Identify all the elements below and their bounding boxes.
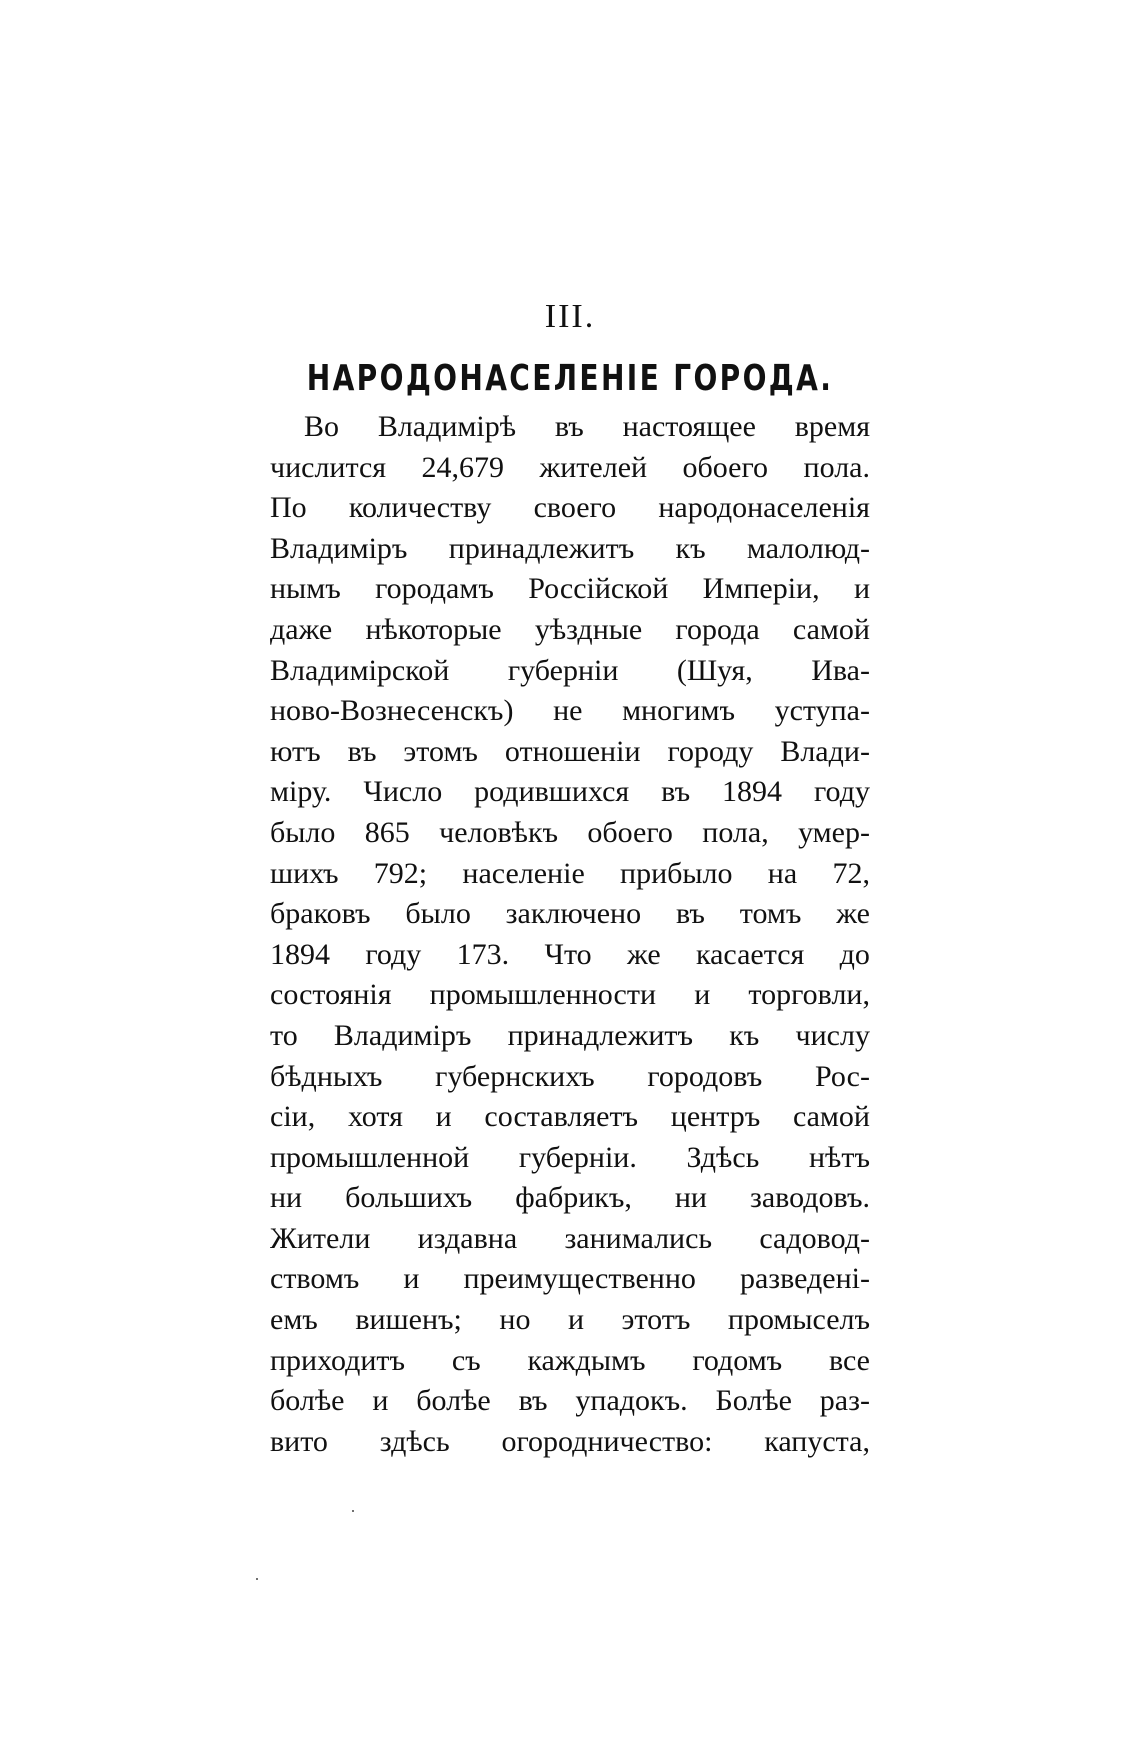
word: промыселъ bbox=[727, 1303, 870, 1337]
text-line bbox=[270, 1381, 870, 1422]
word: году bbox=[814, 775, 870, 809]
word: году bbox=[365, 937, 422, 971]
text-line bbox=[270, 1219, 870, 1260]
word: заводовъ. bbox=[750, 1181, 870, 1215]
word: торговли, bbox=[748, 978, 870, 1012]
print-speck bbox=[352, 1510, 354, 1512]
word: касается bbox=[695, 937, 805, 971]
word: ютъ bbox=[270, 734, 321, 768]
word: было bbox=[270, 815, 336, 849]
word: умер- bbox=[798, 815, 870, 849]
text-line bbox=[270, 1057, 870, 1098]
word: на bbox=[767, 856, 798, 890]
word: заключено bbox=[505, 897, 642, 931]
word: составляетъ bbox=[484, 1100, 639, 1134]
word: огородничество: bbox=[501, 1424, 713, 1458]
word: фабрикъ, bbox=[515, 1181, 632, 1215]
word: уступа- bbox=[774, 694, 870, 728]
word: городовъ bbox=[647, 1059, 763, 1093]
word: ни bbox=[674, 1181, 707, 1215]
word: Имперіи, bbox=[702, 572, 820, 606]
text-line bbox=[270, 529, 870, 570]
word: 1894 bbox=[722, 775, 783, 809]
word: большихъ bbox=[345, 1181, 473, 1215]
word: населеніе bbox=[462, 856, 585, 890]
word: даже bbox=[270, 612, 333, 646]
word: упадокъ. bbox=[575, 1384, 688, 1418]
word: и bbox=[694, 978, 711, 1012]
word: родившихся bbox=[474, 775, 630, 809]
word: ново-Вознесенскъ) bbox=[270, 694, 514, 728]
word: ни bbox=[270, 1181, 303, 1215]
word: городу bbox=[667, 734, 754, 768]
word: Болѣе bbox=[715, 1384, 792, 1418]
word: къ bbox=[675, 531, 706, 565]
word: садовод- bbox=[759, 1221, 870, 1255]
word: къ bbox=[729, 1018, 760, 1052]
word: По bbox=[270, 491, 307, 525]
word: принадлежитъ bbox=[448, 531, 635, 565]
word: нѣкоторые bbox=[365, 612, 502, 646]
word: малолюд- bbox=[746, 531, 870, 565]
word: города bbox=[675, 612, 760, 646]
word: числу bbox=[795, 1018, 870, 1052]
body-text bbox=[270, 407, 870, 1462]
word: съ bbox=[451, 1343, 481, 1377]
text-line bbox=[270, 1341, 870, 1382]
word: браковъ bbox=[270, 897, 371, 931]
chapter-title: НАРОДОНАСЕЛЕНІЕ ГОРОДА. bbox=[306, 358, 834, 399]
word: капуста, bbox=[764, 1424, 870, 1458]
text-line bbox=[270, 975, 870, 1016]
word: издавна bbox=[417, 1221, 518, 1255]
word: народонаселенія bbox=[658, 491, 870, 525]
word: разведені- bbox=[739, 1262, 870, 1296]
word: обоего bbox=[587, 815, 673, 849]
word: центръ bbox=[670, 1100, 761, 1134]
word: и bbox=[567, 1303, 585, 1337]
word: и bbox=[853, 572, 870, 606]
word: время bbox=[794, 410, 870, 443]
word: преимущественно bbox=[463, 1262, 696, 1296]
word: же bbox=[627, 937, 661, 971]
word: Владимірѣ bbox=[377, 410, 517, 443]
word: все bbox=[828, 1343, 870, 1377]
word: хотя bbox=[347, 1100, 403, 1134]
word: то bbox=[270, 1018, 298, 1052]
word: Владиміръ bbox=[333, 1018, 472, 1052]
text-line bbox=[270, 488, 870, 529]
word: пола, bbox=[702, 815, 769, 849]
word: Россійской bbox=[528, 572, 669, 606]
word: раз- bbox=[819, 1384, 870, 1418]
word: своего bbox=[533, 491, 617, 525]
word: сіи, bbox=[270, 1100, 316, 1134]
word: 792; bbox=[373, 856, 428, 890]
word: и bbox=[372, 1384, 389, 1418]
word: вито bbox=[270, 1424, 328, 1458]
word: каждымъ bbox=[527, 1343, 646, 1377]
word: годомъ bbox=[692, 1343, 783, 1377]
text-line bbox=[270, 813, 870, 854]
text-line bbox=[270, 1138, 870, 1179]
word: въ bbox=[554, 410, 584, 443]
word: губерніи. bbox=[518, 1140, 637, 1174]
word: этотъ bbox=[621, 1303, 691, 1337]
word: уѣздные bbox=[534, 612, 643, 646]
text-line bbox=[270, 772, 870, 813]
word: губерніи bbox=[507, 653, 619, 687]
word: же bbox=[836, 897, 870, 931]
text-line bbox=[270, 732, 870, 773]
word: многимъ bbox=[622, 694, 735, 728]
text-line bbox=[270, 935, 870, 976]
word: нымъ bbox=[270, 572, 341, 606]
word: Что bbox=[544, 937, 592, 971]
word: въ bbox=[661, 775, 691, 809]
chapter-number: III. bbox=[544, 298, 596, 335]
word: Владимірской bbox=[270, 653, 450, 687]
word: Жители bbox=[270, 1221, 371, 1255]
word: здѣсь bbox=[379, 1424, 450, 1458]
word: самой bbox=[792, 1100, 870, 1134]
word: 1894 bbox=[270, 937, 330, 971]
word: этомъ bbox=[403, 734, 478, 768]
word: болѣе bbox=[270, 1384, 345, 1418]
word: Ива- bbox=[811, 653, 870, 687]
word: въ bbox=[518, 1384, 548, 1418]
text-line bbox=[270, 1300, 870, 1341]
word: пола. bbox=[803, 450, 870, 484]
word: приходитъ bbox=[270, 1343, 406, 1377]
text-line bbox=[270, 1259, 870, 1300]
word: 72, bbox=[832, 856, 870, 890]
word: человѣкъ bbox=[439, 815, 559, 849]
word: занимались bbox=[564, 1221, 713, 1255]
word: принадлежитъ bbox=[507, 1018, 694, 1052]
text-line bbox=[270, 854, 870, 895]
word: Влади- bbox=[780, 734, 870, 768]
word: до bbox=[839, 937, 870, 971]
word: состоянія bbox=[270, 978, 392, 1012]
word: въ bbox=[675, 897, 705, 931]
word: шихъ bbox=[270, 856, 339, 890]
word: въ bbox=[347, 734, 377, 768]
print-speck bbox=[256, 1578, 258, 1580]
word: промышленной bbox=[270, 1140, 470, 1174]
word: міру. bbox=[270, 775, 332, 809]
word: 173. bbox=[456, 937, 510, 971]
word: Владиміръ bbox=[270, 531, 408, 565]
word: губернскихъ bbox=[435, 1059, 595, 1093]
word: прибыло bbox=[620, 856, 733, 890]
word: ствомъ bbox=[270, 1262, 360, 1296]
word: количеству bbox=[348, 491, 492, 525]
text-line bbox=[270, 691, 870, 732]
word: было bbox=[405, 897, 471, 931]
word: Во bbox=[304, 410, 340, 443]
word: (Шуя, bbox=[676, 653, 753, 687]
word: жителей bbox=[539, 450, 648, 484]
text-line bbox=[270, 1178, 870, 1219]
word: самой bbox=[792, 612, 870, 646]
word: обоего bbox=[682, 450, 769, 484]
word: вишенъ; bbox=[355, 1303, 462, 1337]
text-line bbox=[270, 1422, 870, 1463]
text-line bbox=[270, 407, 870, 448]
text-line bbox=[270, 1097, 870, 1138]
text-line bbox=[270, 448, 870, 489]
word: томъ bbox=[739, 897, 802, 931]
word: 865 bbox=[364, 815, 410, 849]
text-line bbox=[270, 610, 870, 651]
word: но bbox=[499, 1303, 531, 1337]
word: промышленности bbox=[429, 978, 657, 1012]
word: Здѣсь bbox=[686, 1140, 760, 1174]
word: не bbox=[553, 694, 583, 728]
word: емъ bbox=[270, 1303, 318, 1337]
text-line bbox=[270, 894, 870, 935]
word: отношеніи bbox=[504, 734, 641, 768]
word: настоящее bbox=[622, 410, 756, 443]
word: Число bbox=[363, 775, 443, 809]
word: бѣдныхъ bbox=[270, 1059, 383, 1093]
text-line bbox=[270, 569, 870, 610]
word: нѣтъ bbox=[809, 1140, 870, 1174]
word: болѣе bbox=[416, 1384, 491, 1418]
word: и bbox=[435, 1100, 452, 1134]
word: городамъ bbox=[375, 572, 494, 606]
word: Рос- bbox=[814, 1059, 870, 1093]
text-line bbox=[270, 651, 870, 692]
word: и bbox=[403, 1262, 420, 1296]
text-line bbox=[270, 1016, 870, 1057]
word: числится bbox=[270, 450, 387, 484]
word: 24,679 bbox=[421, 450, 505, 484]
